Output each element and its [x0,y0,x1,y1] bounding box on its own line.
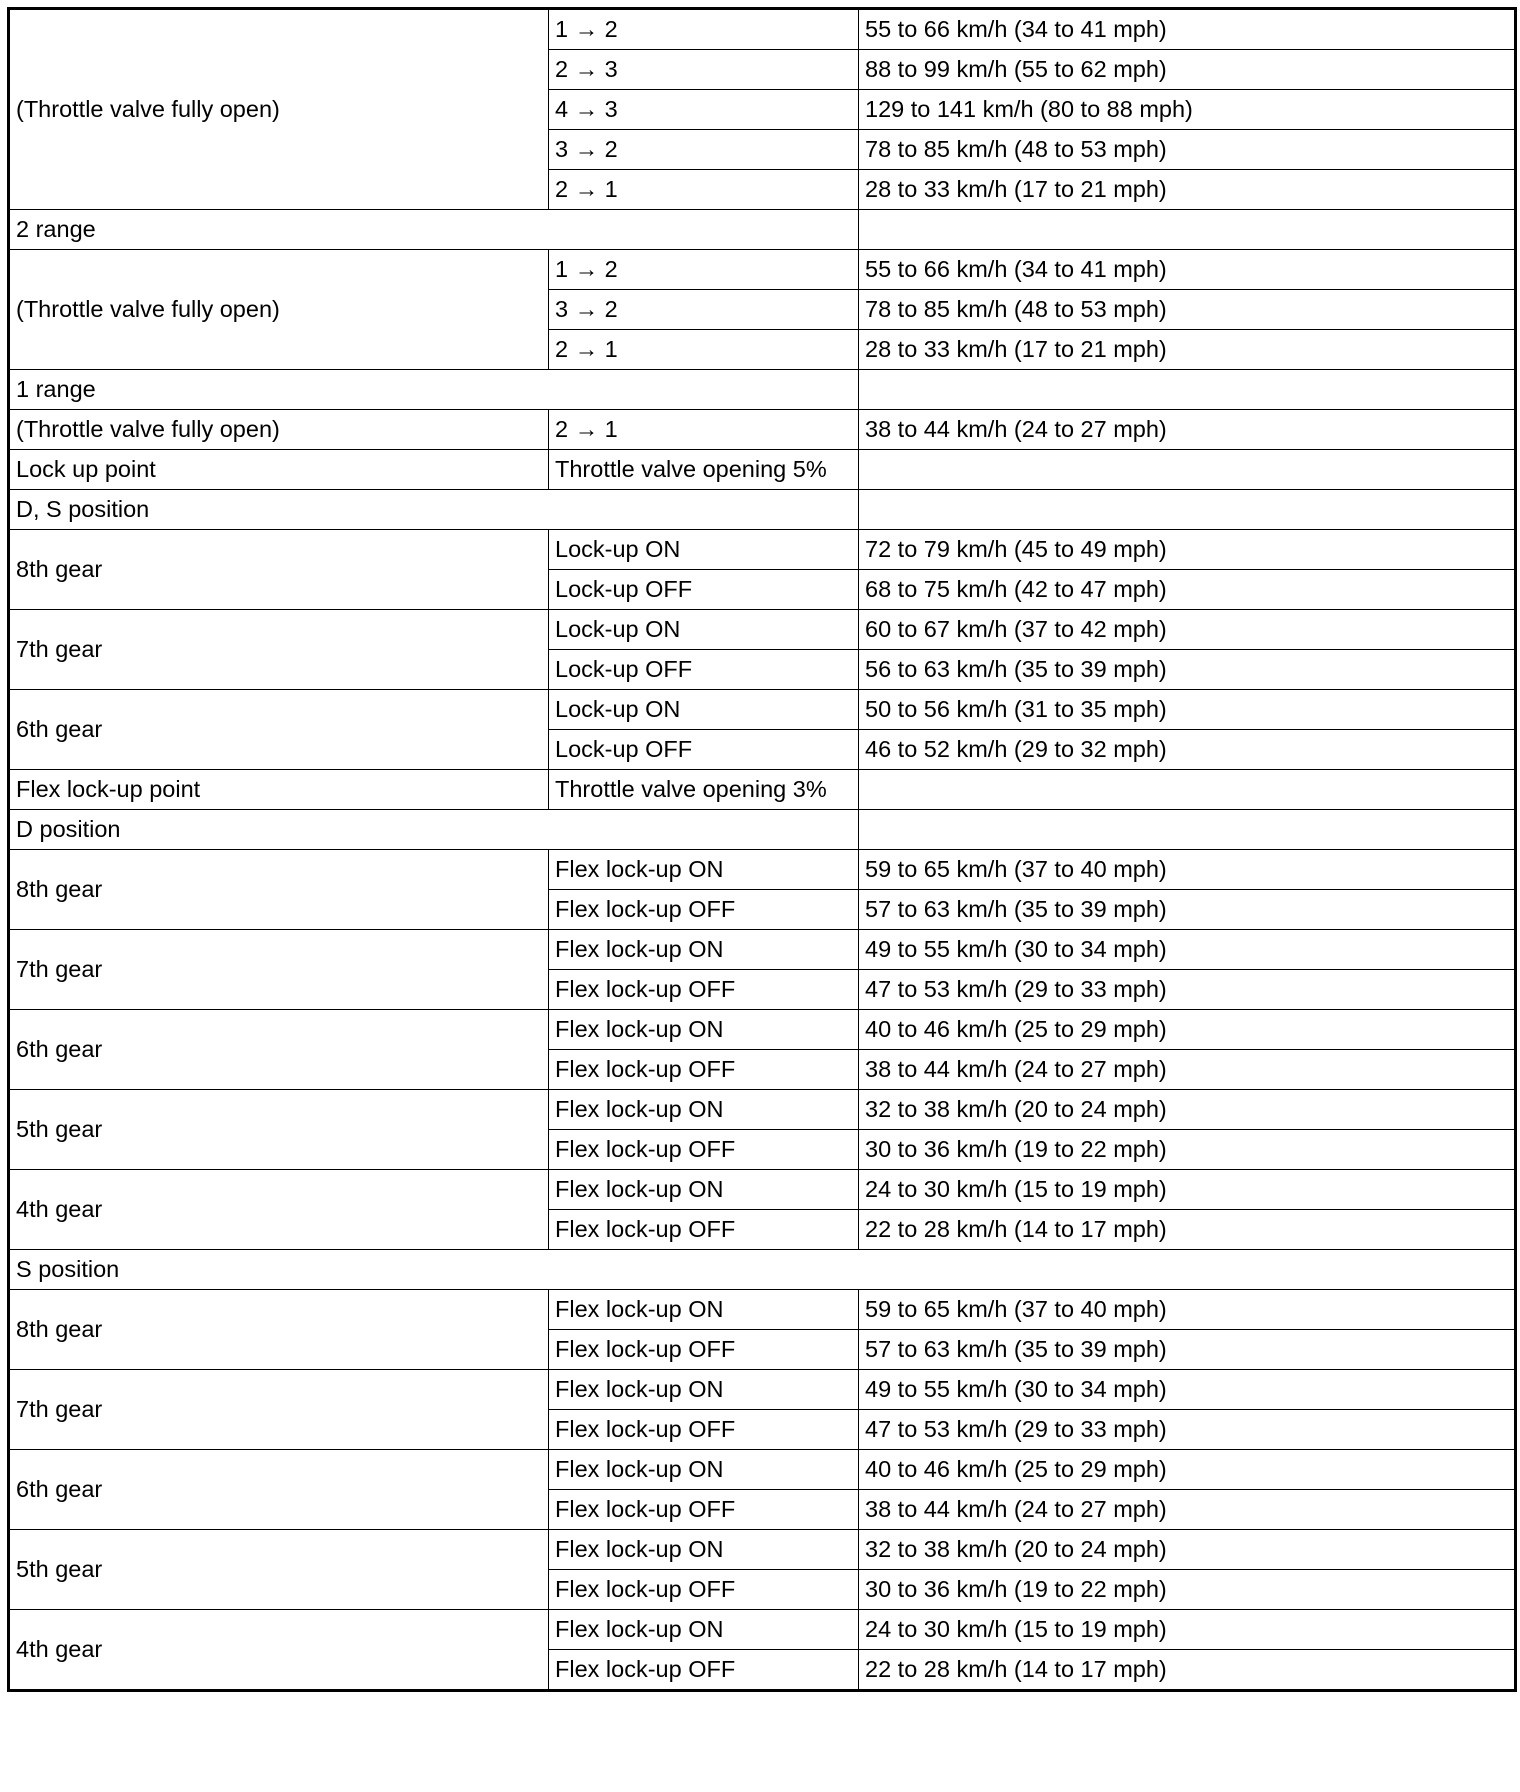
vehicle-speed: 50 to 56 km/h (31 to 35 mph) [859,690,1516,730]
table-row [9,1610,1516,1650]
table-row [9,1370,1516,1410]
section-header-row [9,1250,1516,1290]
condition-label: 8th gear [9,1290,549,1370]
vehicle-speed: 68 to 75 km/h (42 to 47 mph) [859,570,1516,610]
shift-condition: 1 → 2 [549,9,859,50]
table-row [9,250,1516,290]
shift-condition: Flex lock-up ON [549,850,859,890]
shift-condition: Flex lock-up ON [549,1010,859,1050]
vehicle-speed: 32 to 38 km/h (20 to 24 mph) [859,1090,1516,1130]
shift-condition: Lock-up OFF [549,570,859,610]
vehicle-speed: 78 to 85 km/h (48 to 53 mph) [859,130,1516,170]
shift-condition: 3 → 2 [549,290,859,330]
vehicle-speed: 55 to 66 km/h (34 to 41 mph) [859,250,1516,290]
shift-condition: Flex lock-up ON [549,1090,859,1130]
table-row [9,930,1516,970]
condition-label: 8th gear [9,850,549,930]
vehicle-speed: 57 to 63 km/h (35 to 39 mph) [859,1330,1516,1370]
condition-label: 5th gear [9,1090,549,1170]
shift-point-spec-table [7,7,1517,1692]
shift-condition: Flex lock-up OFF [549,1490,859,1530]
vehicle-speed: 59 to 65 km/h (37 to 40 mph) [859,1290,1516,1330]
empty-cell [859,370,1516,410]
table-row [9,530,1516,570]
shift-condition: Flex lock-up OFF [549,1210,859,1250]
shift-condition: Flex lock-up ON [549,1290,859,1330]
shift-condition: Throttle valve opening 5% [549,450,859,490]
vehicle-speed: 28 to 33 km/h (17 to 21 mph) [859,330,1516,370]
section-header-row [9,490,1516,530]
shift-condition: Flex lock-up OFF [549,1650,859,1691]
shift-condition: Flex lock-up ON [549,930,859,970]
vehicle-speed: 32 to 38 km/h (20 to 24 mph) [859,1530,1516,1570]
table-row [9,1170,1516,1210]
table-row [9,1450,1516,1490]
shift-condition: Lock-up OFF [549,730,859,770]
condition-label: Flex lock-up point [9,770,549,810]
empty-cell [859,490,1516,530]
vehicle-speed: 22 to 28 km/h (14 to 17 mph) [859,1210,1516,1250]
shift-condition: Flex lock-up OFF [549,1130,859,1170]
vehicle-speed: 40 to 46 km/h (25 to 29 mph) [859,1010,1516,1050]
vehicle-speed: 57 to 63 km/h (35 to 39 mph) [859,890,1516,930]
vehicle-speed: 38 to 44 km/h (24 to 27 mph) [859,410,1516,450]
shift-condition: 2 → 1 [549,330,859,370]
vehicle-speed: 59 to 65 km/h (37 to 40 mph) [859,850,1516,890]
condition-label: (Throttle valve fully open) [9,410,549,450]
vehicle-speed: 47 to 53 km/h (29 to 33 mph) [859,1410,1516,1450]
vehicle-speed [859,770,1516,810]
table-row [9,410,1516,450]
table-row [9,1530,1516,1570]
shift-condition: Flex lock-up OFF [549,1050,859,1090]
shift-condition: 3 → 2 [549,130,859,170]
vehicle-speed [859,450,1516,490]
shift-condition: Flex lock-up ON [549,1610,859,1650]
vehicle-speed: 129 to 141 km/h (80 to 88 mph) [859,90,1516,130]
vehicle-speed: 28 to 33 km/h (17 to 21 mph) [859,170,1516,210]
table-row [9,610,1516,650]
shift-condition: 4 → 3 [549,90,859,130]
vehicle-speed: 30 to 36 km/h (19 to 22 mph) [859,1130,1516,1170]
vehicle-speed: 22 to 28 km/h (14 to 17 mph) [859,1650,1516,1691]
section-header-row [9,370,1516,410]
condition-label: 6th gear [9,1010,549,1090]
condition-label: 7th gear [9,930,549,1010]
vehicle-speed: 47 to 53 km/h (29 to 33 mph) [859,970,1516,1010]
vehicle-speed: 40 to 46 km/h (25 to 29 mph) [859,1450,1516,1490]
vehicle-speed: 60 to 67 km/h (37 to 42 mph) [859,610,1516,650]
vehicle-speed: 30 to 36 km/h (19 to 22 mph) [859,1570,1516,1610]
condition-label: 7th gear [9,1370,549,1450]
section-title: 2 range [9,210,859,250]
section-title: D, S position [9,490,859,530]
shift-condition: Lock-up ON [549,530,859,570]
shift-condition: 2 → 3 [549,50,859,90]
table-body [9,9,1516,1691]
condition-label: 4th gear [9,1170,549,1250]
shift-condition: 2 → 1 [549,410,859,450]
vehicle-speed: 49 to 55 km/h (30 to 34 mph) [859,930,1516,970]
vehicle-speed: 78 to 85 km/h (48 to 53 mph) [859,290,1516,330]
vehicle-speed: 46 to 52 km/h (29 to 32 mph) [859,730,1516,770]
vehicle-speed: 38 to 44 km/h (24 to 27 mph) [859,1050,1516,1090]
table-row [9,1090,1516,1130]
shift-condition: 1 → 2 [549,250,859,290]
condition-label: (Throttle valve fully open) [9,9,549,210]
shift-condition: Throttle valve opening 3% [549,770,859,810]
vehicle-speed: 55 to 66 km/h (34 to 41 mph) [859,9,1516,50]
vehicle-speed: 56 to 63 km/h (35 to 39 mph) [859,650,1516,690]
condition-label: 6th gear [9,1450,549,1530]
table-row [9,850,1516,890]
condition-label: 8th gear [9,530,549,610]
vehicle-speed: 49 to 55 km/h (30 to 34 mph) [859,1370,1516,1410]
shift-condition: Flex lock-up OFF [549,970,859,1010]
shift-condition: Flex lock-up ON [549,1450,859,1490]
condition-label: (Throttle valve fully open) [9,250,549,370]
vehicle-speed: 72 to 79 km/h (45 to 49 mph) [859,530,1516,570]
table-row [9,1290,1516,1330]
shift-condition: Flex lock-up ON [549,1370,859,1410]
table-row [9,1010,1516,1050]
condition-label: 7th gear [9,610,549,690]
shift-condition: Lock-up ON [549,690,859,730]
section-header-row [9,210,1516,250]
table-row [9,9,1516,50]
shift-condition: Lock-up OFF [549,650,859,690]
section-header-row [9,810,1516,850]
section-title: D position [9,810,859,850]
table-row [9,690,1516,730]
empty-cell [859,810,1516,850]
condition-label: 4th gear [9,1610,549,1691]
condition-label: Lock up point [9,450,549,490]
condition-label: 6th gear [9,690,549,770]
shift-condition: Flex lock-up OFF [549,1570,859,1610]
vehicle-speed: 88 to 99 km/h (55 to 62 mph) [859,50,1516,90]
table-row [9,770,1516,810]
section-title: S position [9,1250,1516,1290]
shift-condition: Flex lock-up ON [549,1530,859,1570]
condition-label: 5th gear [9,1530,549,1610]
vehicle-speed: 38 to 44 km/h (24 to 27 mph) [859,1490,1516,1530]
shift-condition: 2 → 1 [549,170,859,210]
vehicle-speed: 24 to 30 km/h (15 to 19 mph) [859,1170,1516,1210]
vehicle-speed: 24 to 30 km/h (15 to 19 mph) [859,1610,1516,1650]
shift-condition: Lock-up ON [549,610,859,650]
table-row [9,450,1516,490]
shift-condition: Flex lock-up OFF [549,1330,859,1370]
shift-condition: Flex lock-up ON [549,1170,859,1210]
section-title: 1 range [9,370,859,410]
shift-condition: Flex lock-up OFF [549,1410,859,1450]
empty-cell [859,210,1516,250]
shift-condition: Flex lock-up OFF [549,890,859,930]
